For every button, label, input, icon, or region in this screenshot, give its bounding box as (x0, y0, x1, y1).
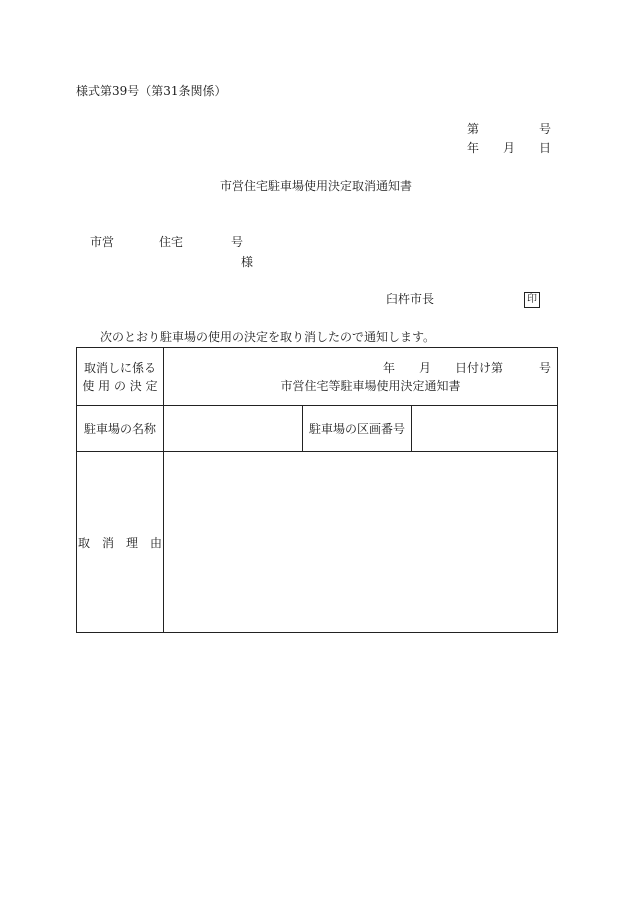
parking-section-field[interactable] (412, 406, 558, 452)
page-title: 市営住宅駐車場使用決定取消通知書 (220, 179, 413, 193)
decision-reference-date: 年 月 日付け第 号 (383, 360, 552, 375)
recipient-jutaku: 住宅 (159, 235, 184, 249)
decision-reference-cell (164, 348, 558, 406)
date-year: 年 (467, 141, 480, 155)
parking-name-label: 駐車場の名称 (77, 406, 164, 452)
date-month: 月 (503, 141, 516, 155)
recipient-sama: 様 (241, 255, 254, 269)
table-row-decision (77, 348, 558, 406)
parking-section-label: 駐車場の区画番号 (303, 406, 412, 452)
recipient-shiei: 市営 (90, 235, 115, 249)
decision-label-line1: 取消しに係る (83, 360, 156, 375)
issuer-name: 臼杵市長 (386, 292, 435, 306)
table-row-parking (77, 406, 558, 452)
date-day: 日 (539, 141, 552, 155)
form-number: 様式第39号（第31条関係） (76, 84, 227, 98)
notice-table (76, 347, 558, 633)
body-text: 次のとおり駐車場の使用の決定を取り消したので通知します。 (100, 330, 436, 344)
decision-reference-title: 市営住宅等駐車場使用決定通知書 (280, 378, 461, 393)
doc-number-go: 号 (539, 122, 552, 136)
parking-name-field[interactable] (164, 406, 303, 452)
seal-stamp: 印 (524, 292, 540, 308)
table-row-reason (77, 452, 558, 633)
decision-label-line2: 使 用 の 決 定 (82, 378, 158, 393)
decision-label-cell (77, 348, 164, 406)
reason-field[interactable] (164, 452, 558, 633)
recipient-go: 号 (231, 235, 244, 249)
reason-label: 取 消 理 由 (77, 452, 164, 633)
doc-number-dai: 第 (467, 122, 480, 136)
